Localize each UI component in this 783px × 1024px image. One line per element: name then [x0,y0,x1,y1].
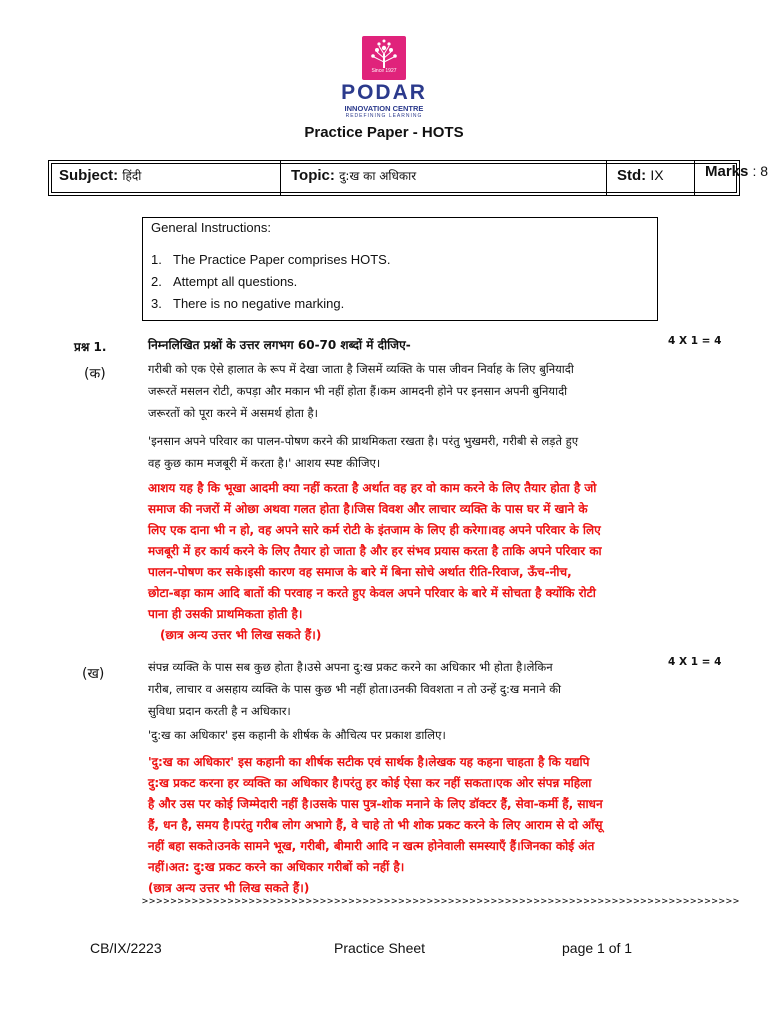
logo-since-text: Since 1927 [371,68,397,74]
answer-line: पाना ही उसकी प्राथमिकता होती है। [148,607,303,621]
end-divider: >>>>>>>>>>>>>>>>>>>>>>>>>>>>>>>>>>>>>>>>>>>>>>>>>>>>>>>>>>>>>>>>>>>>>>>>>>>>>>>>>>>> [142,896,741,907]
answer-line: आशय यह है कि भूखा आदमी क्या नहीं करता है अर्थात वह हर वो काम करने के लिए तैयार होता है जो [148,481,597,495]
part-a-question [148,358,668,474]
answer-line: मजबूरी में हर कार्य करने के लिए तैयार हो जाता है और हर संभव प्रयास करता है ताकि अपने परिवार का [148,544,602,558]
std-value: IX [650,167,664,183]
subject-value: हिंदी [122,169,142,183]
instruction-number: 3. [151,296,162,311]
answer-note: (छात्र अन्य उत्तर भी लिख सकते हैं।) [148,881,310,895]
instruction-number: 1. [151,252,162,267]
instruction-item [151,252,390,267]
page-title: Practice Paper - HOTS [304,124,464,141]
answer-line: समाज की नजरों में ओछा अथवा गलत होता है।जिस विवश और लाचार व्यक्ति के पास घर में खाने के [148,502,588,516]
text-line: संपन्न व्यक्ति के पास सब कुछ होता है।उसे अपना दु:ख प्रकट करने का अधिकार भी होता है।लेकिन [148,660,553,674]
text-line: वह कुछ काम मजबूरी में करता है।' आशय स्पष्ट कीजिए। [148,456,381,470]
text-line: गरीब, लाचार व असहाय व्यक्ति के पास कुछ भी नहीं होता।उनकी विवशता न तो उन्हें दु:ख मनाने की [148,682,562,696]
footer-code: CB/IX/2223 [90,940,162,956]
topic-value: दु:ख का अधिकार [339,169,417,183]
logo-brand: PODAR [341,81,427,104]
marks-allocation: 4 X 1 = 4 [668,656,722,668]
instruction-item [151,274,297,289]
topic-cell [281,161,607,195]
part-b-label: (ख) [82,666,105,682]
part-a-answer [148,478,668,646]
instruction-number: 2. [151,274,162,289]
logo-tagline: REDEFINING LEARNING [345,113,423,119]
std-cell [607,161,695,195]
answer-line: दु:ख प्रकट करना हर व्यक्ति का अधिकार है।परंतु हर कोई ऐसा कर नहीं सकता।एक ओर संपन्न महिला [148,776,592,790]
topic-label: Topic: [291,167,335,184]
question-number: प्रश्न 1. [74,340,107,354]
header-table [48,160,769,196]
marks-label: Marks [705,163,749,180]
text-line: 'दु:ख का अधिकार' इस कहानी के शीर्षक के औचित्य पर प्रकाश डालिए। [148,728,446,742]
instructions-heading: General Instructions: [151,220,271,235]
subject-label: Subject: [59,167,119,184]
part-b-answer [148,752,668,899]
question-heading: निम्नलिखित प्रश्नों के उत्तर लगभग 60-70 शब्दों में दीजिए- [148,338,411,352]
footer-page-number: page 1 of 1 [562,940,633,956]
instruction-text: The Practice Paper comprises HOTS. [173,252,391,267]
answer-line: है और उस पर कोई जिम्मेदारी नहीं है।उसके पास पुत्र-शोक मनाने के लिए डॉक्टर हैं, सेवा-कर्मी हैं, साधन [148,797,603,811]
marks-cell [695,161,783,195]
text-line: सुविधा प्रदान करती है न अधिकार। [148,704,291,718]
part-b-question [148,656,668,746]
text-line: गरीबी को एक ऐसे हालात के रूप में देखा जाता है जिसमें व्यक्ति के पास जीवन निर्वाह के लिए बुनियादी [148,362,574,376]
general-instructions [142,217,658,321]
answer-line: नहीं।अत: दु:ख प्रकट करने का अधिकार गरीबों को नहीं है। [148,860,405,874]
answer-line: पालन-पोषण कर सके।इसी कारण वह समाज के बारे में बिना सोचे अर्थात रीति-रिवाज, ऊँच-नीच, [148,565,572,579]
text-line: 'इनसान अपने परिवार का पालन-पोषण करने की प्राथमिकता रखता है। परंतु भुखमरी, गरीबी से लड़ते हुए [148,434,579,448]
answer-line: 'दु:ख का अधिकार' इस कहानी का शीर्षक सटीक एवं सार्थक है।लेखक यह कहना चाहता है कि यद्यपि [148,755,590,769]
answer-line: हैं, धन है, समय है।परंतु गरीब लोग अभागे हैं, वे चाहे तो भी शोक प्रकट करने के लिए आराम से दो आँसू [148,818,603,832]
part-a-label: (क) [84,366,106,382]
text-line: जरूरतें मसलन रोटी, कपड़ा और मकान भी नहीं होता हैं।कम आमदनी होने पर इनसान अपनी बुनियादी [148,384,568,398]
footer-center: Practice Sheet [334,940,426,956]
subject-cell [49,161,281,195]
answer-line: छोटा-बड़ा काम आदि बातों की परवाह न करते हुए केवल अपने परिवार के बारे में सोचता है क्योंकि रोटी [148,586,596,600]
answer-line: लिए एक दाना भी न हो, वह अपने सारे कर्म रोटी के इंतजाम के लिए ही करेगा।वह अपने परिवार के लिए [148,523,601,537]
marks-allocation: 4 X 1 = 4 [668,335,722,347]
instruction-text: There is no negative marking. [173,296,345,311]
answer-line: नहीं बहा सकते।उनके सामने भूख, गरीबी, बीमारी आदि न खत्म होनेवाली समस्याएँ हैं।जिनका कोई अंत [148,839,595,853]
text-line: जरूरतों को पूरा करने में असमर्थ होता है। [148,406,318,420]
std-label: Std: [617,167,647,184]
instruction-item [151,296,344,311]
instruction-text: Attempt all questions. [173,274,298,289]
answer-note: (छात्र अन्य उत्तर भी लिख सकते हैं।) [160,628,322,642]
logo-subtitle: INNOVATION CENTRE [344,104,424,113]
marks-value: : 8 [752,163,769,179]
